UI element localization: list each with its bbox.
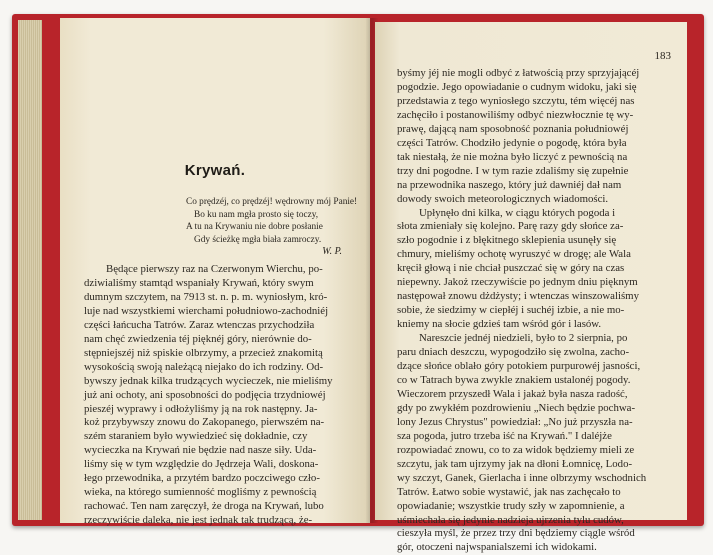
text-line: gór, otoczeni najwspanialszemi ich widokami. bbox=[397, 541, 597, 554]
epigraph-line: Bo ku nam mgła prosto się toczy, bbox=[194, 209, 319, 220]
chapter-title: Krywań. bbox=[184, 162, 246, 179]
text-line: paru dniach deszczu, wypogodziło się zwolna, zacho- bbox=[397, 346, 630, 359]
text-line: cieszyła myśl, że przez trzy dni będziemy ciągle wśród bbox=[397, 527, 635, 540]
text-line: części Tatrów. Chodziło jedynie o pogodę, która była bbox=[397, 136, 627, 149]
text-line: części łańcucha Tatrów. Zaraz wtenczas przychodziła bbox=[84, 318, 315, 331]
epigraph-line: A tu na Krywaniu nie dobre posłanie bbox=[186, 222, 323, 233]
text-line: bywszy jednak kilka trudzących wycieczek, nie mieliśmy bbox=[84, 374, 333, 387]
text-line: koż przybywszy znowu do Zakopanego, pierwszém na- bbox=[84, 416, 325, 429]
text-line: szczytu, jak tam ujrzymy jak na dłoni Łomnicę, Lodo- bbox=[397, 457, 633, 470]
text-line: rachować. Ten nam zaręczył, że droga na Krywań, lubo bbox=[84, 500, 324, 513]
text-line: wysokością swoją należącą niejako do ich rodziny. Od- bbox=[84, 360, 324, 373]
left-body-text bbox=[84, 263, 354, 528]
text-line: Upłynęło dni kilka, w ciągu których pogoda i bbox=[419, 206, 616, 219]
text-line: dowody swoich meteorologicznych wiadomości. bbox=[397, 192, 609, 205]
page-number: 183 bbox=[654, 50, 671, 62]
text-line: na przewodnika naszego, który już dawniéj dał nam bbox=[397, 178, 622, 191]
text-line: Będące pierwszy raz na Czerwonym Wierchu, po- bbox=[106, 263, 323, 275]
text-line: sobie, że siedzimy w ciepłéj i suchéj izbie, a nie mo- bbox=[397, 304, 625, 317]
text-line: wycieczka na Krywań nie będzie nad nasze siły. Uda- bbox=[84, 444, 317, 457]
text-line: prawę, dającą nam sposobność poznania południowéj bbox=[397, 122, 629, 135]
text-line: rozpowiadać znowu, co to za widok będziemy mieli ze bbox=[397, 443, 635, 456]
text-line: uśmiechała się jedynie nadzieja ujrzenia tylu cudów, bbox=[397, 513, 624, 526]
text-line: już ani ochoty, ani sposobności do podjęcia trzydniowéj bbox=[84, 388, 326, 401]
text-line: wieka, na którego sumienność mogliśmy z pewnością bbox=[84, 486, 317, 499]
text-line: niepewny. Jakoż rzeczywiście po jednym dniu pięknym bbox=[397, 276, 638, 289]
text-line: słota zmieniały się kolejno. Parę razy gdy słońce za- bbox=[397, 220, 624, 233]
text-line: liśmy się w tym względzie do Jędrzeja Wali, doskona- bbox=[84, 458, 319, 471]
text-line: Tatrów. Łatwo sobie wystawić, jak nas zachęcało to bbox=[397, 485, 621, 498]
epigraph-author: W. P. bbox=[322, 246, 342, 257]
epigraph-line: Co prędzéj, co prędzéj! wędrowny mój Panie! bbox=[186, 197, 358, 207]
right-body-text bbox=[397, 67, 680, 555]
page-edges bbox=[18, 20, 42, 520]
text-line: Nareszcie jednéj niedzieli, było to 2 sierpnia, po bbox=[419, 332, 628, 345]
text-line: luje nad wszystkiemi wierchami południowo-zachodniéj bbox=[84, 304, 329, 317]
text-line: Wieczorem przyszedł Wala i jakaż była nasza radość, bbox=[397, 387, 628, 400]
text-line: nam chęć zwiedzenia téj pięknéj góry, nierównie do- bbox=[84, 332, 312, 345]
text-line: przedstawia z tego wyniosłego szczytu, tém więcéj nas bbox=[397, 94, 635, 107]
text-line: pieszéj wyprawy i odłożyliśmy ją na rok następny. Ja- bbox=[84, 402, 318, 415]
text-line: kniemy na słocie gdzieś tam wśród gór i lasów. bbox=[397, 318, 602, 331]
text-line: lony Jezus Chrystus" powiedział: „No już przyszła na- bbox=[397, 415, 633, 428]
text-line: rzeczywiście daleka, nie jest jednak tak trudzącą, że- bbox=[84, 514, 313, 527]
text-line: stępniejszéj niż spiskie olbrzymy, a przecież znakomitą bbox=[84, 346, 323, 359]
text-line: sza pogoda, jutro trzeba iść na Krywań." I daléjże bbox=[397, 429, 612, 442]
text-line: szło pogodnie i z błękitnego sklepienia usunęły się bbox=[397, 234, 617, 247]
text-line: następował znowu dżdżysty; i wtenczas winszowaliśmy bbox=[397, 290, 639, 303]
text-line: tak niestałą, że nie można było liczyć z pewnością na bbox=[397, 150, 628, 163]
text-line: łego przewodnika, a przytém bardzo poczciwego czło- bbox=[84, 472, 320, 485]
left-page bbox=[60, 18, 370, 527]
text-line: gdy po zwykłém pozdrowieniu „Niech będzie pochwa- bbox=[397, 401, 636, 414]
text-line: opowiadanie; wszystkie trudy szły w zapomnienie, a bbox=[397, 499, 625, 512]
text-line: dumnym szczytem, na 7913 st. n. p. m. wyniosłym, kró- bbox=[84, 290, 328, 303]
text-line: wy szczyt, Ganek, Gierlacha i inne olbrzymy wschodnich bbox=[397, 471, 647, 484]
text-line: byśmy jéj nie mogli odbyć z łatwością przy sprzyjającéj bbox=[397, 67, 640, 79]
text-line: zachęciło i postanowiliśmy odbyć niezwłocznie tę wy- bbox=[397, 108, 634, 121]
text-line: pogodzie. Jego opowiadanie o cudnym widoku, jaki się bbox=[397, 80, 637, 93]
text-line: szém staraniem było wywiedzieć się dokładnie, czy bbox=[84, 430, 308, 443]
text-line: dziwialiśmy stamtąd wspaniały Krywań, który swym bbox=[84, 276, 314, 289]
text-line: kręcił głową i nie chciał puszczać się w góry na czas bbox=[397, 262, 625, 275]
text-line: co w Tatrach bywa zwykle znakiem ustalonéj pogody. bbox=[397, 373, 631, 386]
right-page bbox=[375, 22, 687, 554]
epigraph bbox=[186, 196, 357, 246]
text-line: trzy dni pogodne. I w tym razie zdaliśmy się zupełnie bbox=[397, 164, 629, 177]
text-line: dzące słońce oblało góry potokiem purpurowéj jasności, bbox=[397, 360, 641, 373]
epigraph-line: Gdy ścieżkę mgła biała zamroczy. bbox=[194, 234, 322, 245]
text-line: chmury, mieliśmy ochotę wyruszyć w drogę; ale Wala bbox=[397, 248, 631, 261]
